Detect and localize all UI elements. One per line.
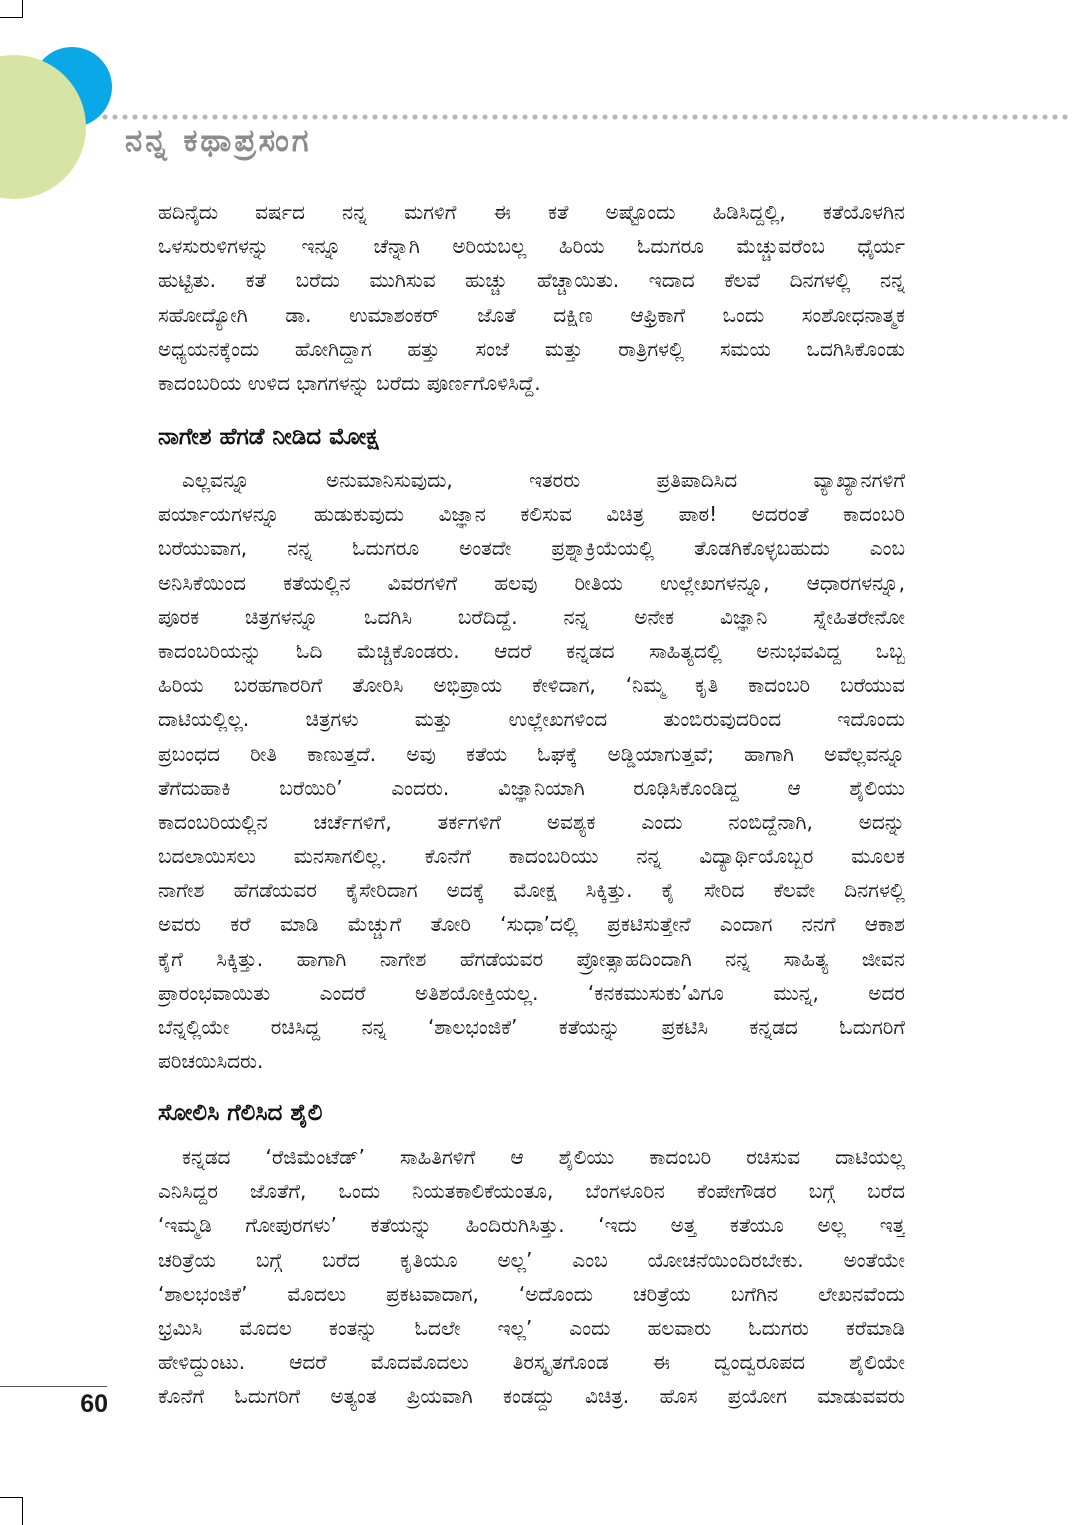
paragraph-line: ಕಾದಂಬರಿಯನ್ನು ಓದಿ ಮೆಚ್ಚಿಕೊಂಡರು. ಆದರೆ ಕನ್ನಡದ ಸಾಹಿತ್ಯದಲ್ಲಿ ಅನುಭವವಿದ್ದ ಒಬ್ಬ bbox=[158, 638, 905, 663]
paragraph-line: ಅನಿಸಿಕೆಯಿಂದ ಕತೆಯಲ್ಲಿನ ವಿವರಗಳಿಗೆ ಹಲವು ರೀತಿಯ ಉಲ್ಲೇಖಗಳನ್ನೂ, ಆಧಾರಗಳನ್ನೂ, bbox=[158, 570, 905, 595]
paragraph-line: ‘ಶಾಲಭಂಜಿಕೆ’ ಮೊದಲು ಪ್ರಕಟವಾದಾಗ, ‘ಅದೊಂದು ಚರಿತ್ರೆಯ ಬಗೆಗಿನ ಲೇಖನವೆಂದು bbox=[158, 1281, 905, 1306]
paragraph-line: ಎನಿಸಿದ್ದರ ಜೊತೆಗೆ, ಒಂದು ನಿಯತಕಾಲಿಕೆಯಂತೂ, ಬೆಂಗಳೂರಿನ ಕೆಂಪೇಗೌಡರ ಬಗ್ಗೆ ಬರೆದ bbox=[158, 1179, 905, 1204]
running-header: ನನ್ನ ಕಥಾಪ್ರಸಂಗ bbox=[125, 123, 312, 159]
paragraph-line: ಹದಿನೈದು ವರ್ಷದ ನನ್ನ ಮಗಳಿಗೆ ಈ ಕತೆ ಅಷ್ಟೊಂದು ಹಿಡಿಸಿದ್ದಲ್ಲಿ, ಕತೆಯೊಳಗಿನ bbox=[158, 200, 905, 224]
paragraph-line: ತೆಗೆದುಹಾಕಿ ಬರೆಯಿರಿ’ ಎಂದರು. ವಿಜ್ಞಾನಿಯಾಗಿ ರೂಢಿಸಿಕೊಂಡಿದ್ದ ಆ ಶೈಲಿಯು bbox=[158, 775, 905, 800]
crop-mark-top-horizontal bbox=[0, 17, 23, 18]
paragraph-line: ಚರಿತ್ರೆಯ ಬಗ್ಗೆ ಬರೆದ ಕೃತಿಯೂ ಅಲ್ಲ’ ಎಂಬ ಯೋಚನೆಯಿಂದಿರಬೇಕು. ಅಂತೆಯೇ bbox=[158, 1247, 905, 1272]
paragraph-line: ದಾಟಿಯಲ್ಲಿಲ್ಲ. ಚಿತ್ರಗಳು ಮತ್ತು ಉಲ್ಲೇಖಗಳಿಂದ ತುಂಬಿರುವುದರಿಂದ ಇದೊಂದು bbox=[158, 707, 905, 732]
paragraph-line: ಹಿರಿಯ ಬರಹಗಾರರಿಗೆ ತೋರಿಸಿ ಅಭಿಪ್ರಾಯ ಕೇಳಿದಾಗ, ‘ನಿಮ್ಮ ಕೃತಿ ಕಾದಂಬರಿ ಬರೆಯುವ bbox=[158, 673, 905, 698]
section-heading: ನಾಗೇಶ ಹೆಗಡೆ ನೀಡಿದ ಮೋಕ್ಷ bbox=[158, 424, 379, 450]
section-paragraph bbox=[158, 1140, 905, 1414]
page-number-rule bbox=[0, 1386, 107, 1387]
paragraph-line: ಹೇಳಿದ್ದುಂಟು. ಆದರೆ ಮೊದಮೊದಲು ತಿರಸ್ಕೃತಗೊಂಡ ಈ ದ್ವಂದ್ವರೂಪದ ಶೈಲಿಯೇ bbox=[158, 1350, 905, 1375]
page-number: 60 bbox=[80, 1390, 108, 1418]
paragraph-line: ಕಾದಂಬರಿಯಲ್ಲಿನ ಚರ್ಚೆಗಳಿಗೆ, ತರ್ಕಗಳಿಗೆ ಅವಶ್ಯಕ ಎಂದು ನಂಬಿದ್ದೆನಾಗಿ, ಅದನ್ನು bbox=[158, 809, 905, 834]
paragraph-line: ಕೊನೆಗೆ ಓದುಗರಿಗೆ ಅತ್ಯಂತ ಪ್ರಿಯವಾಗಿ ಕಂಡದ್ದು ವಿಚಿತ್ರ. ಹೊಸ ಪ್ರಯೋಗ ಮಾಡುವವರು bbox=[158, 1384, 905, 1409]
crop-mark-top-vertical bbox=[22, 0, 23, 18]
intro-paragraph bbox=[158, 195, 905, 400]
paragraph-line: ನಾಗೇಶ ಹೆಗಡೆಯವರ ಕೈಸೇರಿದಾಗ ಅದಕ್ಕೆ ಮೋಕ್ಷ ಸಿಕ್ಕಿತ್ತು. ಕೈ ಸೇರಿದ ಕೆಲವೇ ದಿನಗಳಲ್ಲಿ bbox=[158, 878, 905, 903]
paragraph-line: ಒಳಸುರುಳಿಗಳನ್ನು ಇನ್ನೂ ಚೆನ್ನಾಗಿ ಅರಿಯಬಲ್ಲ ಹಿರಿಯ ಓದುಗರೂ ಮೆಚ್ಚುವರೆಂಬ ಧೈರ್ಯ bbox=[158, 234, 905, 259]
paragraph-line: ಪ್ರಾರಂಭವಾಯಿತು ಎಂದರೆ ಅತಿಶಯೋಕ್ತಿಯಲ್ಲ. ‘ಕನಕಮುಸುಕು’ವಿಗೂ ಮುನ್ನ, ಅದರ bbox=[158, 980, 905, 1005]
paragraph-line: ಕನ್ನಡದ ‘ರೆಜಿಮೆಂಟೆಡ್’ ಸಾಹಿತಿಗಳಿಗೆ ಆ ಶೈಲಿಯು ಕಾದಂಬರಿ ರಚಿಸುವ ದಾಟಿಯಲ್ಲ bbox=[182, 1145, 905, 1169]
crop-mark-bottom-vertical bbox=[22, 1497, 23, 1525]
paragraph-line: ಪರ್ಯಾಯಗಳನ್ನೂ ಹುಡುಕುವುದು ವಿಜ್ಞಾನ ಕಲಿಸುವ ವಿಚಿತ್ರ ಪಾಠ! ಅದರಂತೆ ಕಾದಂಬರಿ bbox=[158, 502, 905, 527]
paragraph-line: ಪೂರಕ ಚಿತ್ರಗಳನ್ನೂ ಒದಗಿಸಿ ಬರೆದಿದ್ದೆ. ನನ್ನ ಅನೇಕ ವಿಜ್ಞಾನಿ ಸ್ನೇಹಿತರೇನೋ bbox=[158, 604, 905, 629]
paragraph-line: ಪ್ರಬಂಧದ ರೀತಿ ಕಾಣುತ್ತದೆ. ಅವು ಕತೆಯ ಓಘಕ್ಕೆ ಅಡ್ಡಿಯಾಗುತ್ತವೆ; ಹಾಗಾಗಿ ಅವೆಲ್ಲವನ್ನೂ bbox=[158, 741, 905, 766]
paragraph-line: ‘ಇಮ್ಮಡಿ ಗೋಪುರಗಳು’ ಕತೆಯನ್ನು ಹಿಂದಿರುಗಿಸಿತ್ತು. ‘ಇದು ಅತ್ತ ಕತೆಯೂ ಅಲ್ಲ ಇತ್ತ bbox=[158, 1213, 905, 1238]
paragraph-line: ಬದಲಾಯಿಸಲು ಮನಸಾಗಲಿಲ್ಲ. ಕೊನೆಗೆ ಕಾದಂಬರಿಯು ನನ್ನ ವಿದ್ಯಾರ್ಥಿಯೊಬ್ಬರ ಮೂಲಕ bbox=[158, 844, 905, 869]
section-heading: ಸೋಲಿಸಿ ಗೆಲಿಸಿದ ಶೈಲಿ bbox=[158, 1100, 323, 1126]
paragraph-line: ಕೈಗೆ ಸಿಕ್ಕಿತ್ತು. ಹಾಗಾಗಿ ನಾಗೇಶ ಹೆಗಡೆಯವರ ಪ್ರೋತ್ಸಾಹದಿಂದಾಗಿ ನನ್ನ ಸಾಹಿತ್ಯ ಜೀವನ bbox=[158, 946, 905, 971]
paragraph-line: ಸಹೋದ್ಯೋಗಿ ಡಾ. ಉಮಾಶಂಕರ್ ಜೊತೆ ದಕ್ಷಿಣ ಆಫ್ರಿಕಾಗೆ ಒಂದು ಸಂಶೋಧನಾತ್ಮಕ bbox=[158, 302, 905, 327]
section-paragraph bbox=[158, 463, 905, 1078]
paragraph-line: ಕಾದಂಬರಿಯ ಉಳಿದ ಭಾಗಗಳನ್ನು ಬರೆದು ಪೂರ್ಣಗೊಳಿಸಿದ್ದೆ. bbox=[158, 370, 541, 395]
paragraph-line: ಬರೆಯುವಾಗ, ನನ್ನ ಓದುಗರೂ ಅಂತದೇ ಪ್ರಶ್ನಾಕ್ರಿಯೆಯಲ್ಲಿ ತೊಡಗಿಕೊಳ್ಳಬಹುದು ಎಂಬ bbox=[158, 536, 905, 561]
paragraph-line: ಹುಟ್ಟಿತು. ಕತೆ ಬರೆದು ಮುಗಿಸುವ ಹುಚ್ಚು ಹೆಚ್ಚಾಯಿತು. ಇದಾದ ಕೆಲವೆ ದಿನಗಳಲ್ಲಿ ನನ್ನ bbox=[158, 268, 905, 293]
paragraph-line: ಅಧ್ಯಯನಕ್ಕೆಂದು ಹೋಗಿದ್ದಾಗ ಹತ್ತು ಸಂಜೆ ಮತ್ತು ರಾತ್ರಿಗಳಲ್ಲಿ ಸಮಯ ಒದಗಿಸಿಕೊಂಡು bbox=[158, 336, 905, 361]
paragraph-line: ಬೆನ್ನಲ್ಲಿಯೇ ರಚಿಸಿದ್ದ ನನ್ನ ‘ಶಾಲಭಂಜಿಕೆ’ ಕತೆಯನ್ನು ಪ್ರಕಟಿಸಿ ಕನ್ನಡದ ಓದುಗರಿಗೆ bbox=[158, 1015, 905, 1039]
paragraph-line: ಅವರು ಕರೆ ಮಾಡಿ ಮೆಚ್ಚುಗೆ ತೋರಿ ‘ಸುಧಾ’ದಲ್ಲಿ ಪ್ರಕಟಿಸುತ್ತೇನೆ ಎಂದಾಗ ನನಗೆ ಆಕಾಶ bbox=[158, 912, 905, 937]
paragraph-line: ಭ್ರಮಿಸಿ ಮೊದಲ ಕಂತನ್ನು ಓದಲೇ ಇಲ್ಲ’ ಎಂದು ಹಲವಾರು ಓದುಗರು ಕರೆಮಾಡಿ bbox=[158, 1315, 905, 1340]
crop-mark-bottom-horizontal bbox=[0, 1497, 23, 1498]
paragraph-line: ಎಲ್ಲವನ್ನೂ ಅನುಮಾನಿಸುವುದು, ಇತರರು ಪ್ರತಿಪಾದಿಸಿದ ವ್ಯಾಖ್ಯಾನಗಳಿಗೆ bbox=[182, 468, 905, 492]
paragraph-line: ಪರಿಚಯಿಸಿದರು. bbox=[158, 1049, 264, 1074]
